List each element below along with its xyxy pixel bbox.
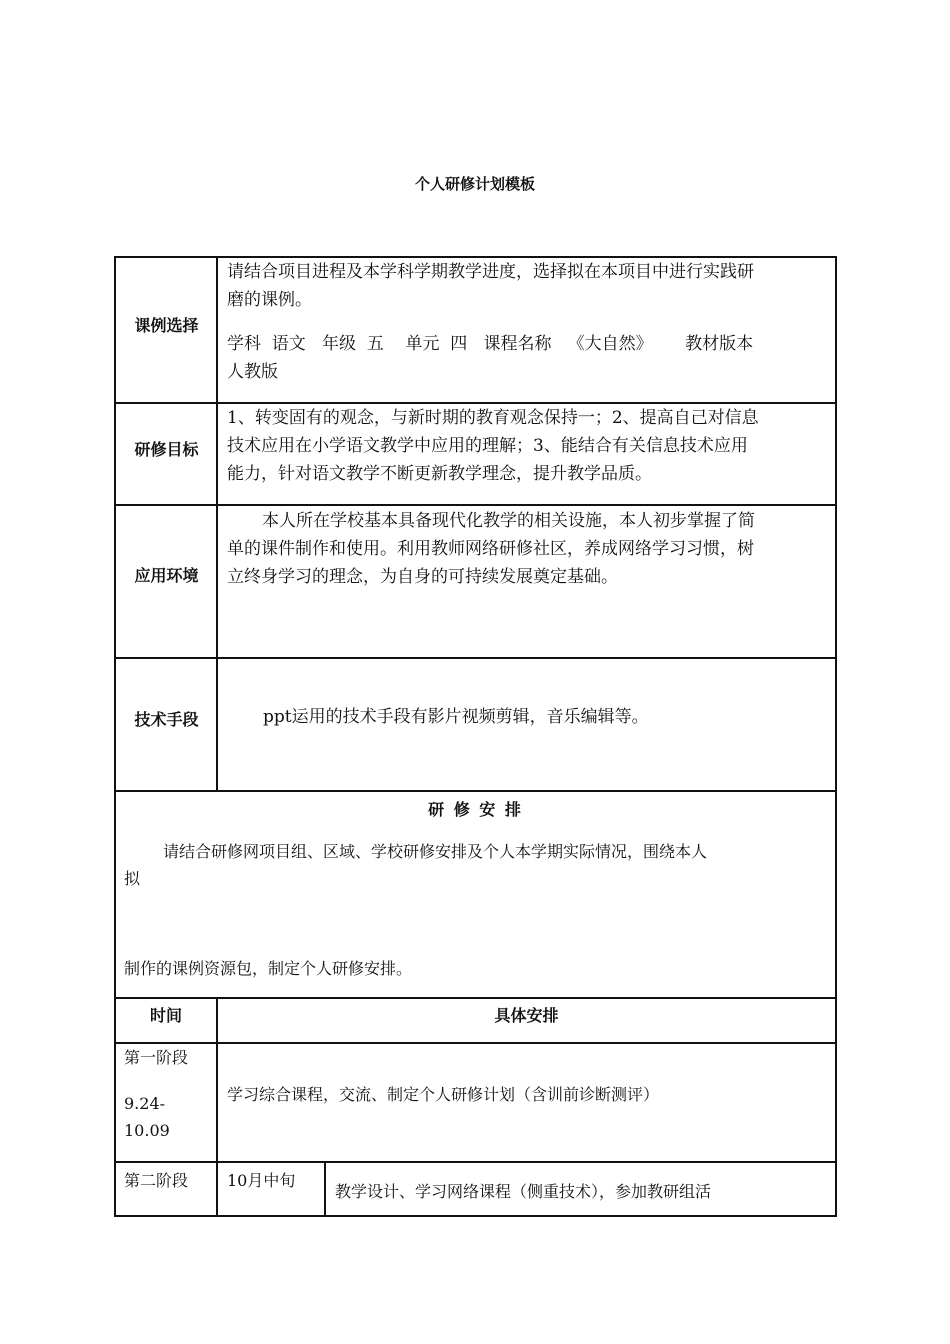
- tech-text: ppt运用的技术手段有影片视频剪辑，音乐编辑等。: [263, 707, 649, 727]
- goals-line-3: 能力，针对语文教学不断更新教学理念，提升教学品质。: [227, 464, 652, 484]
- environment-line-1: 本人所在学校基本具备现代化教学的相关设施，本人初步掌握了简: [262, 511, 755, 531]
- row-label-environment: 应用环境: [134, 566, 199, 585]
- arrangement-intro-line-2: 拟: [124, 869, 141, 888]
- stage-2-date: 10月中旬: [227, 1171, 296, 1190]
- stage-1-name: 第一阶段: [124, 1048, 189, 1067]
- schedule-header-plan: 具体安排: [494, 1006, 559, 1025]
- environment-line-2: 单的课件制作和使用。利用教师网络研修社区，养成网络学习习惯，树: [227, 539, 754, 559]
- case-selection-line-2: 磨的课例。: [227, 290, 312, 310]
- arrangement-heading: 研 修 安 排: [428, 800, 523, 819]
- row-label-case-selection: 课例选择: [134, 316, 199, 335]
- stage-1-date-line-2: 10.09: [124, 1121, 170, 1140]
- case-selection-line-1: 请结合项目进程及本学科学期教学进度，选择拟在本项目中进行实践研: [227, 262, 754, 282]
- row-label-tech: 技术手段: [134, 710, 199, 729]
- arrangement-intro-line-1: 请结合研修网项目组、区域、学校研修安排及个人本学期实际情况，围绕本人: [163, 842, 708, 861]
- goals-line-2: 技术应用在小学语文教学中应用的理解；3、能结合有关信息技术应用: [227, 436, 748, 456]
- stage-2-name: 第二阶段: [124, 1171, 189, 1190]
- arrangement-intro-line-3: 制作的课例资源包，制定个人研修安排。: [124, 959, 413, 978]
- row-label-goals: 研修目标: [134, 440, 199, 459]
- case-selection-line-3: 学科 语文 年级 五 单元 四 课程名称 《大自然》 教材版本: [227, 334, 754, 354]
- goals-line-1: 1、转变固有的观念，与新时期的教育观念保持一；2、提高自己对信息: [227, 408, 759, 428]
- stage-1-date-line-1: 9.24-: [124, 1094, 166, 1113]
- stage-1-plan: 学习综合课程，交流、制定个人研修计划（含训前诊断测评）: [227, 1085, 660, 1104]
- schedule-header-time: 时间: [149, 1006, 182, 1025]
- stage-2-plan: 教学设计、学习网络课程（侧重技术），参加教研组活: [335, 1182, 712, 1201]
- document-title: 个人研修计划模板: [414, 175, 535, 193]
- case-selection-line-4: 人教版: [227, 362, 278, 382]
- environment-line-3: 立终身学习的理念，为自身的可持续发展奠定基础。: [227, 567, 618, 587]
